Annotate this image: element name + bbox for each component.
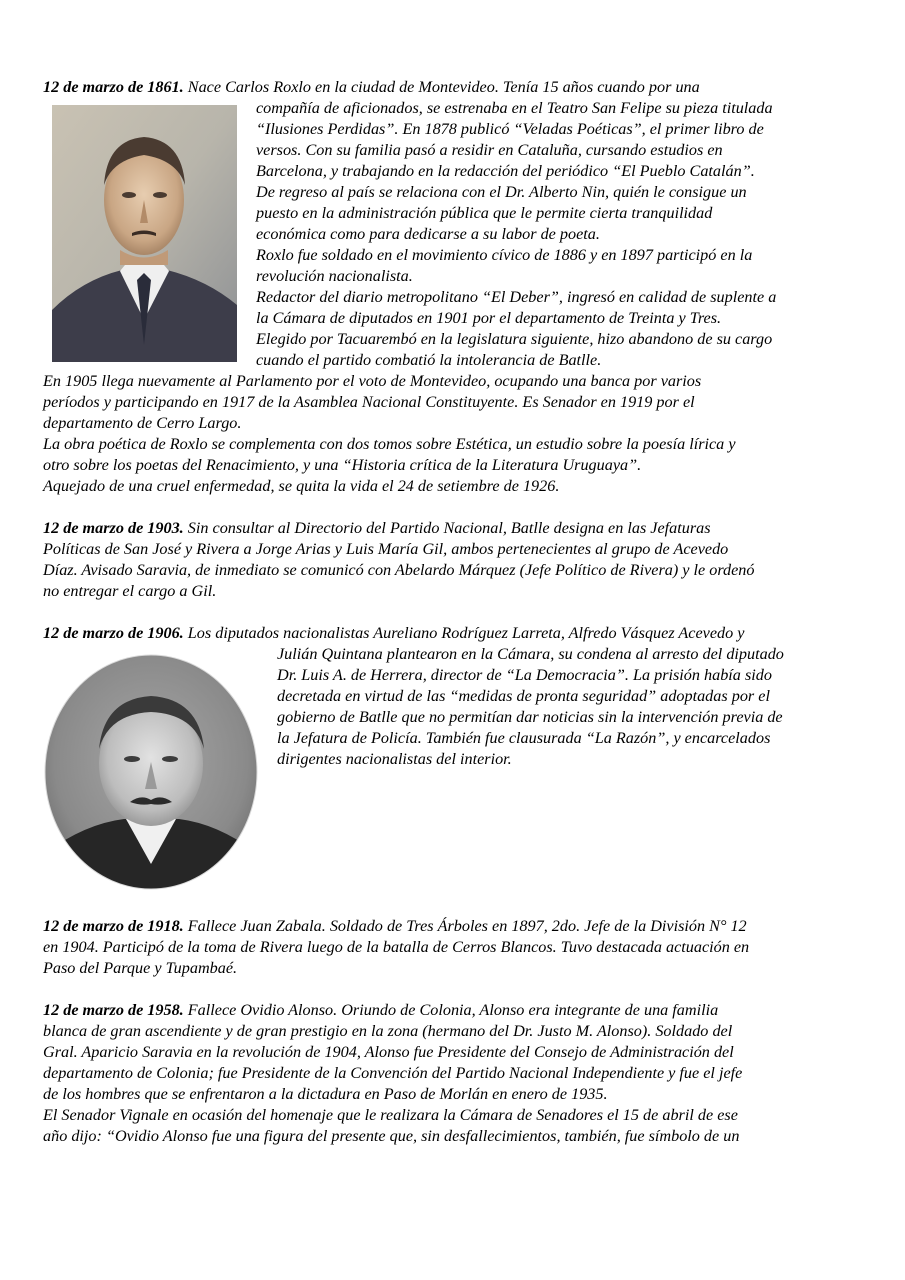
entry-1-line: revolución nacionalista. — [256, 267, 413, 285]
entry-text: Fallece Ovidio Alonso. Oriundo de Colonia, Alonso era integrante de una familia — [183, 1001, 719, 1019]
entry-1-line: “Ilusiones Perdidas”. En 1878 publicó “Veladas Poéticas”, el primer libro de — [256, 120, 764, 138]
entry-1-line: La obra poética de Roxlo se complementa con dos tomos sobre Estética, un estudio sobre la poesía lírica y — [43, 435, 736, 453]
entry-text: Nace Carlos Roxlo en la ciudad de Montevideo. Tenía 15 años cuando por una — [183, 78, 700, 96]
entry-1-line: económica como para dedicarse a su labor de poeta. — [256, 225, 600, 243]
portrait-carlos-roxlo — [52, 105, 237, 362]
entry-5-line: blanca de gran ascendiente y de gran prestigio en la zona (hermano del Dr. Justo M. Alonso). Soldado del — [43, 1022, 733, 1040]
entry-1-line: Elegido por Tacuarembó en la legislatura siguiente, hizo abandono de su cargo — [256, 330, 773, 348]
entry-5-line: El Senador Vignale en ocasión del homenaje que le realizara la Cámara de Senadores el 15 de abril de ese — [43, 1106, 738, 1124]
entry-1-line: De regreso al país se relaciona con el Dr. Alberto Nin, quién le consigue un — [256, 183, 747, 201]
entry-date: 12 de marzo de 1918. — [43, 917, 184, 935]
entry-text: Sin consultar al Directorio del Partido Nacional, Batlle designa en las Jefaturas — [183, 519, 711, 537]
entry-3-line: la Jefatura de Policía. También fue clausurada “La Razón”, y encarcelados — [277, 729, 771, 747]
entry-text: Los diputados nacionalistas Aureliano Rodríguez Larreta, Alfredo Vásquez Acevedo y — [183, 624, 745, 642]
entry-2-line-1 — [43, 518, 711, 539]
entry-date: 12 de marzo de 1958. — [43, 1001, 184, 1019]
entry-4-line: en 1904. Participó de la toma de Rivera luego de la batalla de Cerros Blancos. Tuvo destacada actuación en — [43, 938, 750, 956]
entry-2-line: no entregar el cargo a Gil. — [43, 582, 217, 600]
portrait-oval-photo — [44, 654, 258, 890]
entry-3-line: dirigentes nacionalistas del interior. — [277, 750, 512, 768]
entry-5-line: Gral. Aparicio Saravia en la revolución de 1904, Alonso fue Presidente del Consejo de Administración del — [43, 1043, 734, 1061]
entry-1-line: la Cámara de diputados en 1901 por el departamento de Treinta y Tres. — [256, 309, 722, 327]
entry-1-line: períodos y participando en 1917 de la Asamblea Nacional Constituyente. Es Senador en 1919 por el — [43, 393, 695, 411]
entry-1-line: compañía de aficionados, se estrenaba en el Teatro San Felipe su pieza titulada — [256, 99, 773, 117]
entry-3-line: Dr. Luis A. de Herrera, director de “La Democracia”. La prisión había sido — [277, 666, 772, 684]
entry-date: 12 de marzo de 1903. — [43, 519, 184, 537]
entry-1-line: puesto en la administración pública que le permite cierta tranquilidad — [256, 204, 713, 222]
entry-date: 12 de marzo de 1906. — [43, 624, 184, 642]
entry-3-line: Julián Quintana plantearon en la Cámara, su condena al arresto del diputado — [277, 645, 784, 663]
entry-5-line: de los hombres que se enfrentaron a la dictadura en Paso de Morlán en enero de 1935. — [43, 1085, 608, 1103]
entry-1-line: Roxlo fue soldado en el movimiento cívico de 1886 y en 1897 participó en la — [256, 246, 753, 264]
entry-3-line: gobierno de Batlle que no permitían dar noticias sin la intervención previa de — [277, 708, 783, 726]
entry-1-line: versos. Con su familia pasó a residir en Cataluña, cursando estudios en — [256, 141, 723, 159]
entry-3-line: decretada en virtud de las “medidas de pronta seguridad” adoptadas por el — [277, 687, 770, 705]
entry-3-line-1 — [43, 623, 744, 644]
entry-4-line-1 — [43, 916, 747, 937]
entry-1-line: En 1905 llega nuevamente al Parlamento por el voto de Montevideo, ocupando una banca por varios — [43, 372, 702, 390]
entry-1-line: Aquejado de una cruel enfermedad, se quita la vida el 24 de setiembre de 1926. — [43, 477, 560, 495]
entry-5-line: año dijo: “Ovidio Alonso fue una figura del presente que, sin desfallecimientos, también, fue símbolo de un — [43, 1127, 740, 1145]
entry-5-line: departamento de Colonia; fue Presidente de la Convención del Partido Nacional Independiente y fue el jefe — [43, 1064, 743, 1082]
entry-5-line-1 — [43, 1000, 718, 1021]
entry-2-line: Políticas de San José y Rivera a Jorge Arias y Luis María Gil, ambos pertenecientes al grupo de Acevedo — [43, 540, 729, 558]
entry-2-line: Díaz. Avisado Saravia, de inmediato se comunicó con Abelardo Márquez (Jefe Político de Rivera) y le ordenó — [43, 561, 755, 579]
entry-1-line: Barcelona, y trabajando en la redacción del periódico “El Pueblo Catalán”. — [256, 162, 755, 180]
entry-1-line: departamento de Cerro Largo. — [43, 414, 242, 432]
entry-1-line: otro sobre los poetas del Renacimiento, y una “Historia crítica de la Literatura Uruguaya”. — [43, 456, 642, 474]
entry-4-line: Paso del Parque y Tupambaé. — [43, 959, 238, 977]
entry-date: 12 de marzo de 1861. — [43, 78, 184, 96]
entry-1-line: Redactor del diario metropolitano “El Deber”, ingresó en calidad de suplente a — [256, 288, 777, 306]
entry-text: Fallece Juan Zabala. Soldado de Tres Árboles en 1897, 2do. Jefe de la División N° 12 — [183, 917, 747, 935]
entry-1-line-1 — [43, 77, 700, 98]
entry-1-line: cuando el partido combatió la intolerancia de Batlle. — [256, 351, 602, 369]
